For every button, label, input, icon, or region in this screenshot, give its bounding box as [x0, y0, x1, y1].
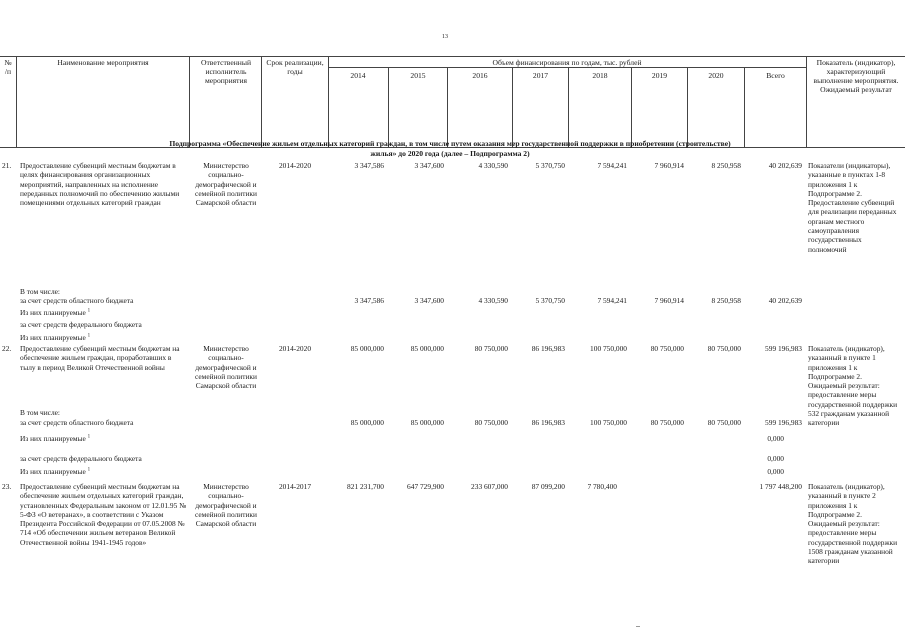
- row-name: Предоставление субвенций местным бюджетам на обеспечение жильем отдельных категорий граждан, установленных Федеральным законом от 12.01.95 № 5-ФЗ «О ветеранах», в соответствии с Указом Президента Российской Федерации от 07.05.2008 № 714 «Об обеспечении жильем ветеранов Великой Отечественной войны 1941-1945 годов»: [20, 482, 187, 547]
- header-col-divider: [388, 67, 389, 148]
- header-year: 2018: [592, 71, 608, 80]
- value-total: 40 202,639: [768, 161, 802, 170]
- regional-total: 599 196,983: [765, 418, 802, 427]
- regional-2017: 86 196,983: [531, 418, 565, 427]
- subprogram-title: Подпрограмма «Обеспечение жильем отдельных категорий граждан, в том числе путем оказания мер государственной поддержки в приобретении (строительстве) жилья» до 2020 года (далее – Подпрограмма 2): [169, 139, 731, 158]
- header-year: 2017: [532, 71, 549, 80]
- regional-2016: 80 750,000: [474, 418, 508, 427]
- row-responsible: Министерство социально-демографической и семейной политики Самарской области: [195, 344, 257, 391]
- header-year: 2020: [708, 71, 724, 80]
- header-number: № /п: [4, 58, 12, 76]
- including-label: В том числе:: [20, 408, 60, 417]
- row-number: 21.: [2, 161, 12, 170]
- row-name: Предоставление субвенций местным бюджетам на обеспечение жильем граждан, проработавших в тылу в период Великой Отечественной войны: [20, 344, 180, 372]
- value-2015: 647 729,900: [407, 482, 444, 491]
- header-col-divider: [568, 67, 569, 148]
- planned-label: [20, 308, 90, 317]
- value-2019: 7 960,914: [654, 161, 684, 170]
- regional-2015: 85 000,000: [410, 418, 444, 427]
- regional-2018: 100 750,000: [590, 418, 627, 427]
- value-total: 599 196,983: [765, 344, 802, 353]
- header-finance: Объем финансирования по годам, тыс. рублей: [492, 58, 642, 67]
- value-2016: 4 330,590: [478, 161, 508, 170]
- federal-budget-label: за счет средств федерального бюджета: [20, 320, 142, 329]
- footnote-mark: 1: [87, 434, 91, 440]
- regional-2019: 80 750,000: [650, 418, 684, 427]
- value-2014: 85 000,000: [350, 344, 384, 353]
- row-responsible: Министерство социально-демографической и семейной политики Самарской области: [195, 161, 257, 208]
- planned-label: [20, 434, 90, 443]
- regional-total: 40 202,639: [768, 296, 802, 305]
- footnote-mark: 1: [87, 308, 91, 314]
- row-responsible: Министерство социально-демографической и семейной политики Самарской области: [195, 482, 257, 529]
- regional-2019: 7 960,914: [654, 296, 684, 305]
- header-year: 2019: [651, 71, 668, 80]
- value-2014: 3 347,586: [354, 161, 384, 170]
- regional-2020: 80 750,000: [707, 418, 741, 427]
- value-2017: 5 370,750: [535, 161, 565, 170]
- row-indicator: Показатели (индикаторы), указанные в пунктах 1-8 приложения 1 к Подпрограмме 2. Предоставление субвенций для реализации переданных органам местного самоуправления государственных полномочий: [808, 161, 897, 254]
- planned-text: Из них планируемые: [20, 467, 86, 476]
- value-2020: 8 250,958: [711, 161, 741, 170]
- header-year: 2014: [350, 71, 366, 80]
- value-2015: 3 347,600: [414, 161, 444, 170]
- header-col-divider: [687, 67, 688, 148]
- header-total: Всего: [766, 71, 785, 80]
- planned-total: 0,000: [767, 434, 784, 443]
- value-2017: 87 099,200: [531, 482, 565, 491]
- header-col-divider: [189, 56, 190, 148]
- row-number: 23.: [2, 482, 12, 491]
- header-col-divider: [16, 56, 17, 148]
- row-indicator: Показатель (индикатор), указанный в пункте 2 приложения 1 к Подпрограмме 2. Ожидаемый результат: предоставление меры государственной поддержки 1508 гражданам указанной категории: [808, 482, 898, 566]
- federal-budget-label: за счет средств федерального бюджета: [20, 454, 142, 463]
- footnote-mark: 1: [87, 467, 91, 473]
- header-col-divider: [447, 67, 448, 148]
- value-2019: 80 750,000: [650, 344, 684, 353]
- value-total: 1 797 448,200: [759, 482, 802, 491]
- header-finance-divider: [328, 67, 806, 68]
- value-2017: 86 196,983: [531, 344, 565, 353]
- header-term: Срок реализации, годы: [266, 58, 324, 76]
- value-2015: 85 000,000: [410, 344, 444, 353]
- header-col-divider: [328, 56, 329, 148]
- row-term: 2014-2017: [278, 482, 312, 491]
- regional-2018: 7 594,241: [597, 296, 627, 305]
- planned-total: 0,000: [767, 467, 784, 476]
- header-col-divider: [806, 56, 807, 148]
- value-2016: 233 607,000: [471, 482, 508, 491]
- regional-budget-label: за счет средств областного бюджета: [20, 418, 134, 427]
- planned-label: [20, 333, 90, 342]
- row-term: 2014-2020: [278, 161, 312, 170]
- regional-2017: 5 370,750: [535, 296, 565, 305]
- planned-label: [20, 467, 90, 476]
- value-2020: 80 750,000: [707, 344, 741, 353]
- header-col-divider: [261, 56, 262, 148]
- footnote-mark: 1: [87, 333, 91, 339]
- header-top-border: [0, 56, 905, 57]
- row-number: 22.: [2, 344, 12, 353]
- value-2016: 80 750,000: [474, 344, 508, 353]
- federal-total: 0,000: [767, 454, 784, 463]
- scan-speck: [636, 626, 640, 627]
- value-2014: 821 231,700: [347, 482, 384, 491]
- planned-text: Из них планируемые: [20, 434, 86, 443]
- regional-2015: 3 347,600: [414, 296, 444, 305]
- table-header: [0, 56, 905, 148]
- value-2018: 7 594,241: [597, 161, 627, 170]
- value-2018: 100 750,000: [590, 344, 627, 353]
- including-label: В том числе:: [20, 287, 60, 296]
- header-year: 2015: [410, 71, 426, 80]
- planned-text: Из них планируемые: [20, 333, 86, 342]
- row-name: Предоставление субвенций местным бюджетам в целях финансирования организационных мероприятий, направленных на исполнение переданных полномочий по обеспечению жилыми помещениями отдельных категорий граждан: [20, 161, 180, 208]
- regional-2014: 3 347,586: [354, 296, 384, 305]
- regional-budget-label: за счет средств областного бюджета: [20, 296, 134, 305]
- planned-text: Из них планируемые: [20, 308, 86, 317]
- header-indicator: Показатель (индикатор), характеризующий выполнение мероприятия. Ожидаемый результат: [813, 58, 899, 94]
- row-term: 2014-2020: [278, 344, 312, 353]
- value-2018: 7 780,400: [587, 482, 617, 491]
- regional-2020: 8 250,958: [711, 296, 741, 305]
- row-indicator: Показатель (индикатор), указанный в пункте 1 приложения 1 к Подпрограмме 2. Ожидаемый результат: предоставление меры государственной поддержки 532 гражданам указанной категории: [808, 344, 898, 428]
- header-name: Наименование мероприятия: [57, 58, 149, 67]
- regional-2014: 85 000,000: [350, 418, 384, 427]
- header-col-divider: [631, 67, 632, 148]
- regional-2016: 4 330,590: [478, 296, 508, 305]
- page-number: 13: [442, 34, 448, 40]
- header-year: 2016: [472, 71, 488, 80]
- header-col-divider: [512, 67, 513, 148]
- header-col-divider: [744, 67, 745, 148]
- header-responsible: Ответственный исполнитель мероприятия: [200, 58, 252, 85]
